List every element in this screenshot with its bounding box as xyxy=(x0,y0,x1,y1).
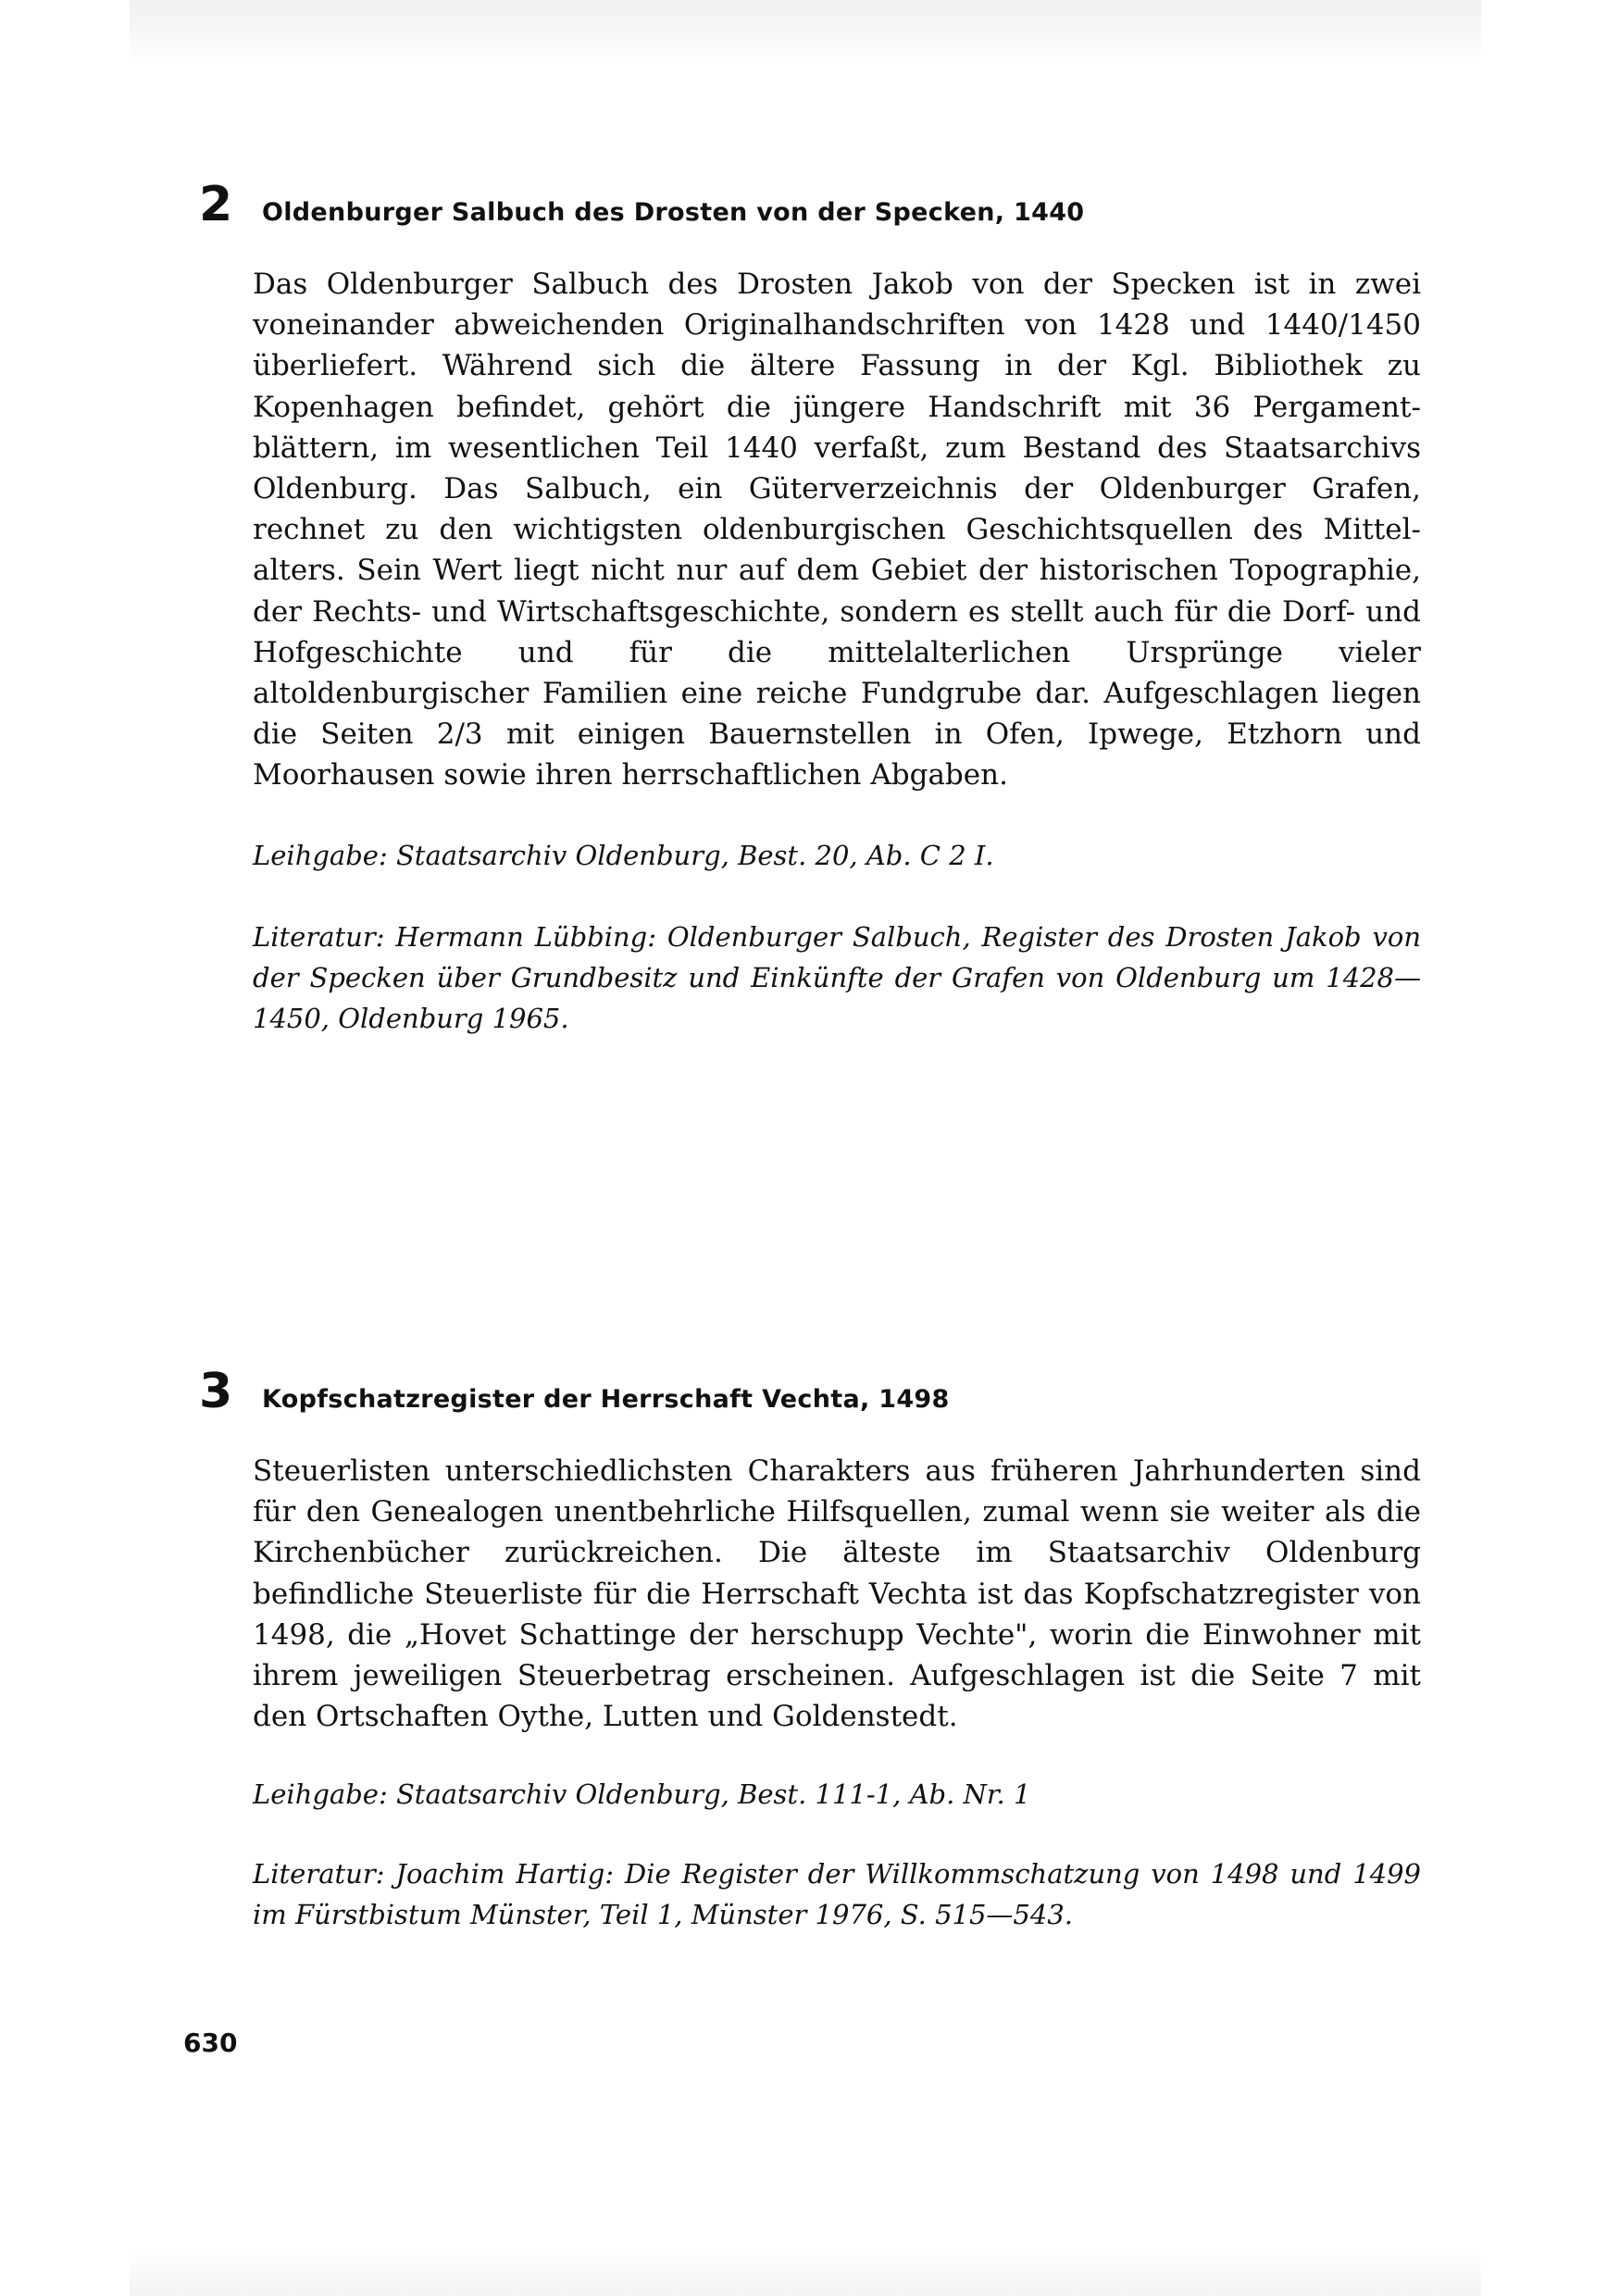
catalog-entry-2 xyxy=(190,177,1421,1039)
entry-number: 2 xyxy=(199,177,233,232)
scan-edge-top xyxy=(130,0,1481,65)
entry-literature-note: Literatur: Hermann Lübbing: Oldenburger Salbuch, Register des Drosten Jakob von der Specken über Grundbesitz und Einkünfte der Grafen von Oldenburg um 1428—1450, Oldenburg 1965. xyxy=(253,920,1421,1034)
entry-heading xyxy=(190,1364,1421,1432)
entry-title: Kopfschatzregister der Herrschaft Vechta, 1498 xyxy=(262,1385,950,1414)
entry-loan-note: Leihgabe: Staatsarchiv Oldenburg, Best. 20, Ab. C 2 I. xyxy=(253,839,994,871)
entry-literature-note: Literatur: Joachim Hartig: Die Register der Willkommschatzung von 1498 und 1499 im Fürstbistum Münster, Teil 1, Münster 1976, S. 515—543. xyxy=(253,1858,1421,1931)
entry-body xyxy=(253,264,1421,1039)
catalog-entry-3 xyxy=(190,1364,1421,1935)
page-number: 630 xyxy=(183,2028,238,2058)
entry-title: Oldenburger Salbuch des Drosten von der Specken, 1440 xyxy=(262,198,1085,227)
entry-loan-note: Leihgabe: Staatsarchiv Oldenburg, Best. 111-1, Ab. Nr. 1 xyxy=(253,1778,1031,1811)
entry-description: Steuerlisten unterschiedlichsten Charakters aus früheren Jahrhunderten sind für den Genealogen unentbehrliche Hilfsquellen, zumal wenn sie weiter als die Kirchenbücher zurückreichen. Die älteste im Staatsarchiv Oldenburg befindliche Steuerliste für die Herrschaft Vechta ist das Kopfschatzregister von 1498, die „Hovet Schattinge der herschupp Vechte", worin die Einwohner mit ihrem jeweiligen Steuerbetrag erscheinen. Aufgeschlagen ist die Seite 7 mit den Ortschaften Oythe, Lutten und Goldenstedt. xyxy=(253,1454,1421,1734)
scan-edge-bottom xyxy=(130,2250,1481,2296)
entry-body xyxy=(253,1451,1421,1935)
entry-number: 3 xyxy=(199,1364,233,1419)
entry-heading xyxy=(190,177,1421,245)
entry-description: Das Oldenburger Salbuch des Drosten Jakob von der Specken ist in zwei voneinander abweichenden Originalhandschriften von 1428 und 1440/1450 überliefert. Während sich die ältere Fassung in der Kgl. Bibliothek zu Kopenhagen befindet, gehört die jüngere Handschrift mit 36 Pergamentblättern, im wesentlichen Teil 1440 verfaßt, zum Bestand des Staatsarchivs Oldenburg. Das Salbuch, ein Güterverzeichnis der Oldenburger Grafen, rechnet zu den wichtigsten oldenburgischen Geschichtsquellen des Mittelalters. Sein Wert liegt nicht nur auf dem Gebiet der historischen Topographie, der Rechts- und Wirtschaftsgeschichte, sondern es stellt auch für die Dorf- und Hofgeschichte und für die mittelalterlichen Ursprünge vieler altoldenburgischer Familien eine reiche Fundgrube dar. Aufgeschlagen liegen die Seiten 2/3 mit einigen Bauernstellen in Ofen, Ipwege, Etzhorn und Moorhausen sowie ihren herrschaftlichen Abgaben. xyxy=(253,268,1421,792)
